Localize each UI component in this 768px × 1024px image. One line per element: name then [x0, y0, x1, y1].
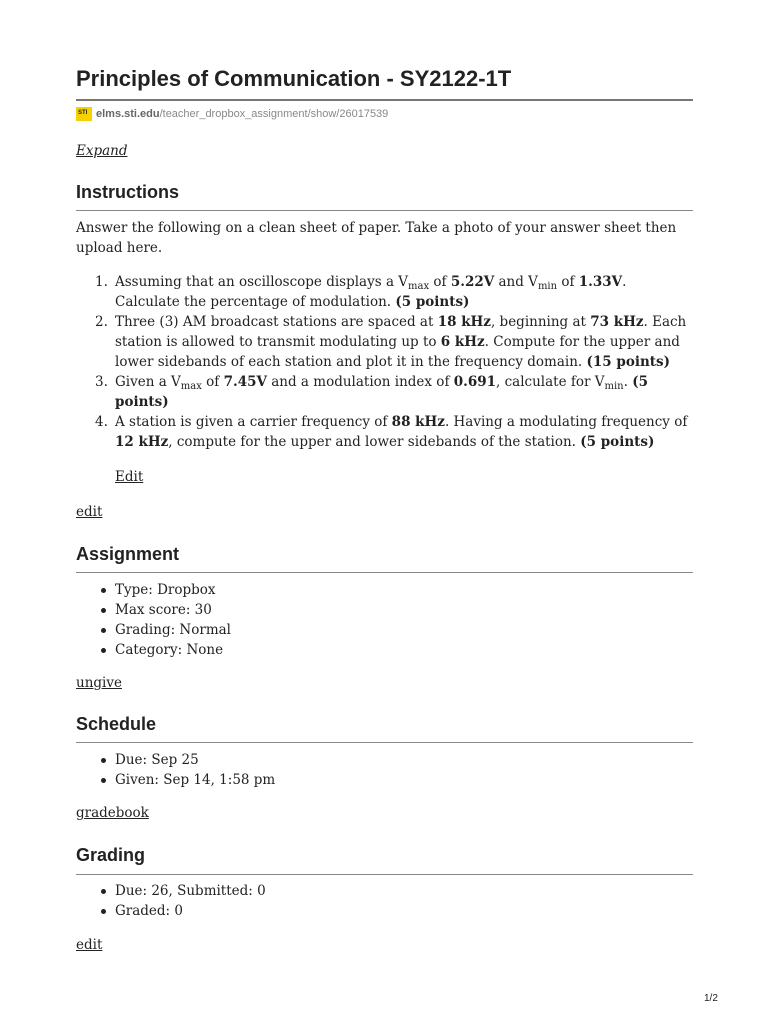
- list-item: Type: Dropbox: [76, 580, 231, 600]
- title-divider: [76, 99, 693, 101]
- schedule-list: [76, 750, 275, 790]
- grading-divider: [76, 874, 693, 875]
- question-item-3: 3. Given a $V_{max}$ of 7.45V and a modulation index of 0.691, calculate for $V_{min}$. (5 points): [95, 374, 648, 410]
- list-item: Category: None: [76, 640, 231, 660]
- instructions-intro: Answer the following on a clean sheet of paper. Take a photo of your answer sheet then upload here.: [76, 220, 677, 256]
- grading-list: [76, 881, 266, 921]
- list-item: Max score: 30: [76, 600, 231, 620]
- assignment-list: [76, 580, 231, 660]
- question-item-2: 2. Three (3) AM broadcast stations are spaced at 18 kHz, beginning at 73 kHz. Each station is allowed to transmit modulating up to 6 kHz. Compute for the upper and lower sidebands of each station and plot it in the frequency domain. (15 points): [95, 314, 687, 370]
- list-item: Grading: Normal: [76, 620, 231, 640]
- sti-logo-icon: STI: [76, 107, 92, 121]
- page-title: Principles of Communication - SY2122-1T: [76, 66, 512, 91]
- source-url[interactable]: [76, 106, 388, 122]
- grading-edit-link[interactable]: edit: [76, 937, 103, 953]
- question-list: [76, 272, 691, 452]
- list-item: Due: 26, Submitted: 0: [76, 881, 266, 901]
- expand-link[interactable]: Expand: [76, 143, 128, 159]
- ungive-link[interactable]: ungive: [76, 675, 122, 691]
- assignment-heading: Assignment: [76, 544, 180, 564]
- assignment-divider: [76, 572, 693, 573]
- edit-instructions-link[interactable]: Edit: [115, 469, 144, 485]
- list-item: Due: Sep 25: [76, 750, 275, 770]
- instructions-heading: Instructions: [76, 182, 180, 202]
- url-domain: elms.sti.edu: [96, 108, 160, 120]
- list-item: Graded: 0: [76, 901, 266, 921]
- question-item-4: 4. A station is given a carrier frequency of 88 kHz. Having a modulating frequency of 12 kHz, compute for the upper and lower sidebands of the station. (5 points): [95, 414, 688, 450]
- schedule-heading: Schedule: [76, 714, 157, 734]
- gradebook-link[interactable]: gradebook: [76, 805, 149, 821]
- grading-heading: Grading: [76, 845, 146, 865]
- edit-link[interactable]: edit: [76, 504, 103, 520]
- schedule-divider: [76, 742, 693, 743]
- instructions-divider: [76, 210, 693, 211]
- question-item-1: 1. Assuming that an oscilloscope displays a $V_{max}$ of 5.22V and $V_{min}$ of 1.33V. Calculate the percentage of modulation. (5 points): [95, 274, 627, 310]
- list-item: Given: Sep 14, 1:58 pm: [76, 770, 275, 790]
- url-path: /teacher_dropbox_assignment/show/26017539: [159, 108, 389, 120]
- page-number: 1/2: [704, 993, 718, 1004]
